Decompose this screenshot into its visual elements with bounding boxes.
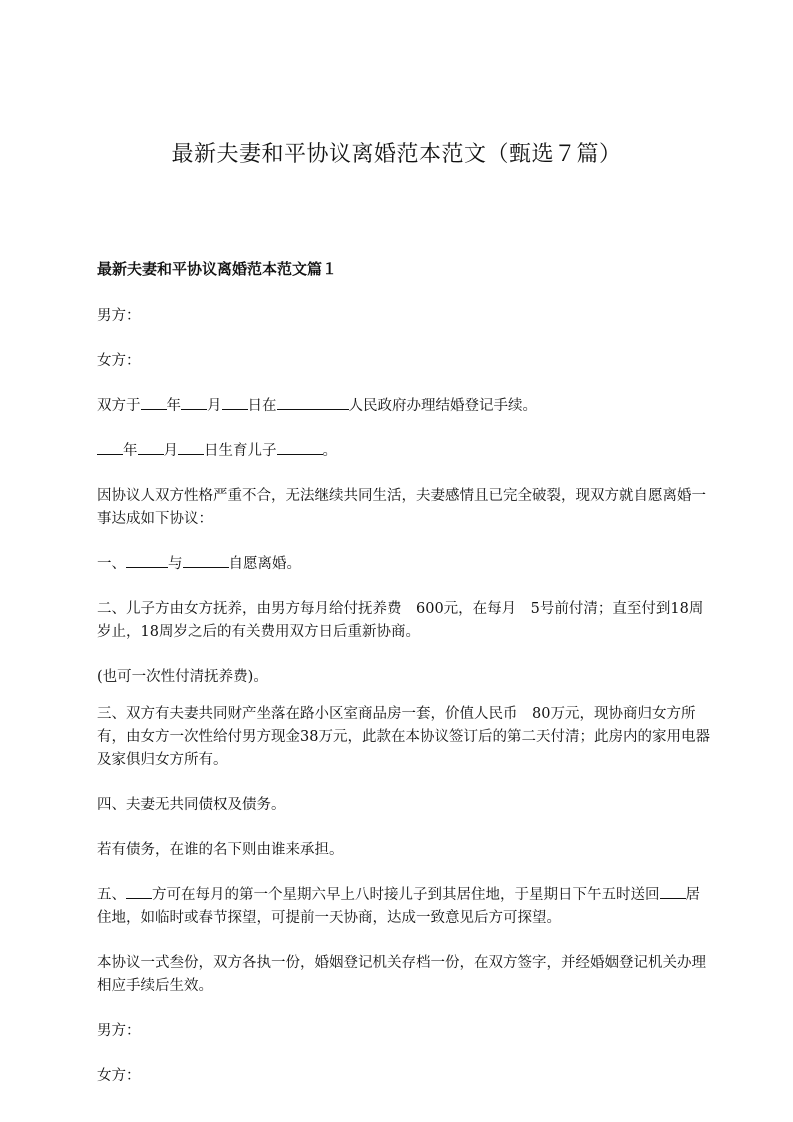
female-party-line: 女方： xyxy=(97,353,141,369)
text-fragment: 日在 xyxy=(247,398,277,414)
divorce-reason-paragraph: 因协议人双方性格严重不合，无法继续共同生活，夫妻感情且已完全破裂，现双方就自愿离婚一事达成如下协议： xyxy=(97,488,706,527)
blank-line xyxy=(97,441,123,455)
text-fragment: 一、 xyxy=(97,556,126,572)
blank-line xyxy=(141,396,167,410)
text-fragment: 双方于 xyxy=(97,398,141,414)
clause-2: 二、儿子方由女方抚养，由男方每月给付抚养费 600元，在每月 5号前付清；直至付到18周岁止，18周岁之后的有关费用双方日后重新协商。 xyxy=(97,601,704,640)
text-fragment: 居住地，如临时或春节探望，可提前一天协商，达成一致意见后方可探望。 xyxy=(97,887,700,926)
blank-line xyxy=(183,554,229,568)
text-fragment: 月 xyxy=(163,443,178,459)
text-fragment: 年 xyxy=(166,398,181,414)
clause-1 xyxy=(97,553,712,576)
text-fragment: 。 xyxy=(322,443,337,459)
document-title: 最新夫妻和平协议离婚范本范文（甄选７篇） xyxy=(171,142,622,167)
debt-paragraph: 若有债务，在谁的名下则由谁来承担。 xyxy=(97,842,344,858)
text-fragment: 人民政府办理结婚登记手续。 xyxy=(348,398,537,414)
blank-line xyxy=(277,396,349,410)
blank-line xyxy=(178,441,204,455)
blank-line xyxy=(277,441,323,455)
clause-5 xyxy=(97,884,712,930)
blank-line xyxy=(138,441,164,455)
text-fragment: 与 xyxy=(168,556,183,572)
section-heading: 最新夫妻和平协议离婚范本范文篇１ xyxy=(97,260,338,278)
text-fragment: 年 xyxy=(123,443,138,459)
clause-4: 四、夫妻无共同债权及债务。 xyxy=(97,797,286,813)
blank-line xyxy=(126,554,168,568)
blank-line xyxy=(126,885,152,899)
clause-2-note: (也可一次性付清抚养费)。 xyxy=(97,669,268,685)
copies-paragraph: 本协议一式叁份，双方各执一份，婚姻登记机关存档一份，在双方签字，并经婚姻登记机关办理相应手续后生效。 xyxy=(97,955,706,994)
male-party-line: 男方： xyxy=(97,308,141,324)
text-fragment: 日生育儿子 xyxy=(204,443,277,459)
female-signature-line: 女方： xyxy=(97,1068,141,1084)
blank-line xyxy=(660,885,686,899)
text-fragment: 方可在每月的第一个星期六早上八时接儿子到其居住地，于星期日下午五时送回 xyxy=(152,887,660,903)
text-fragment: 五、 xyxy=(97,887,126,903)
clause-3: 三、双方有夫妻共同财产坐落在路小区室商品房一套，价值人民币 80万元，现协商归女方所有，由女方一次性给付男方现金38万元，此款在本协议签订后的第二天付清；此房内的家用电器及家俱归女方所有。 xyxy=(97,706,710,768)
birth-paragraph xyxy=(97,440,712,463)
document-body xyxy=(97,258,712,1110)
text-fragment: 自愿离婚。 xyxy=(228,556,301,572)
marriage-registration-paragraph xyxy=(97,395,712,418)
text-fragment: 月 xyxy=(207,398,222,414)
blank-line xyxy=(222,396,248,410)
male-signature-line: 男方： xyxy=(97,1023,141,1039)
blank-line xyxy=(181,396,207,410)
